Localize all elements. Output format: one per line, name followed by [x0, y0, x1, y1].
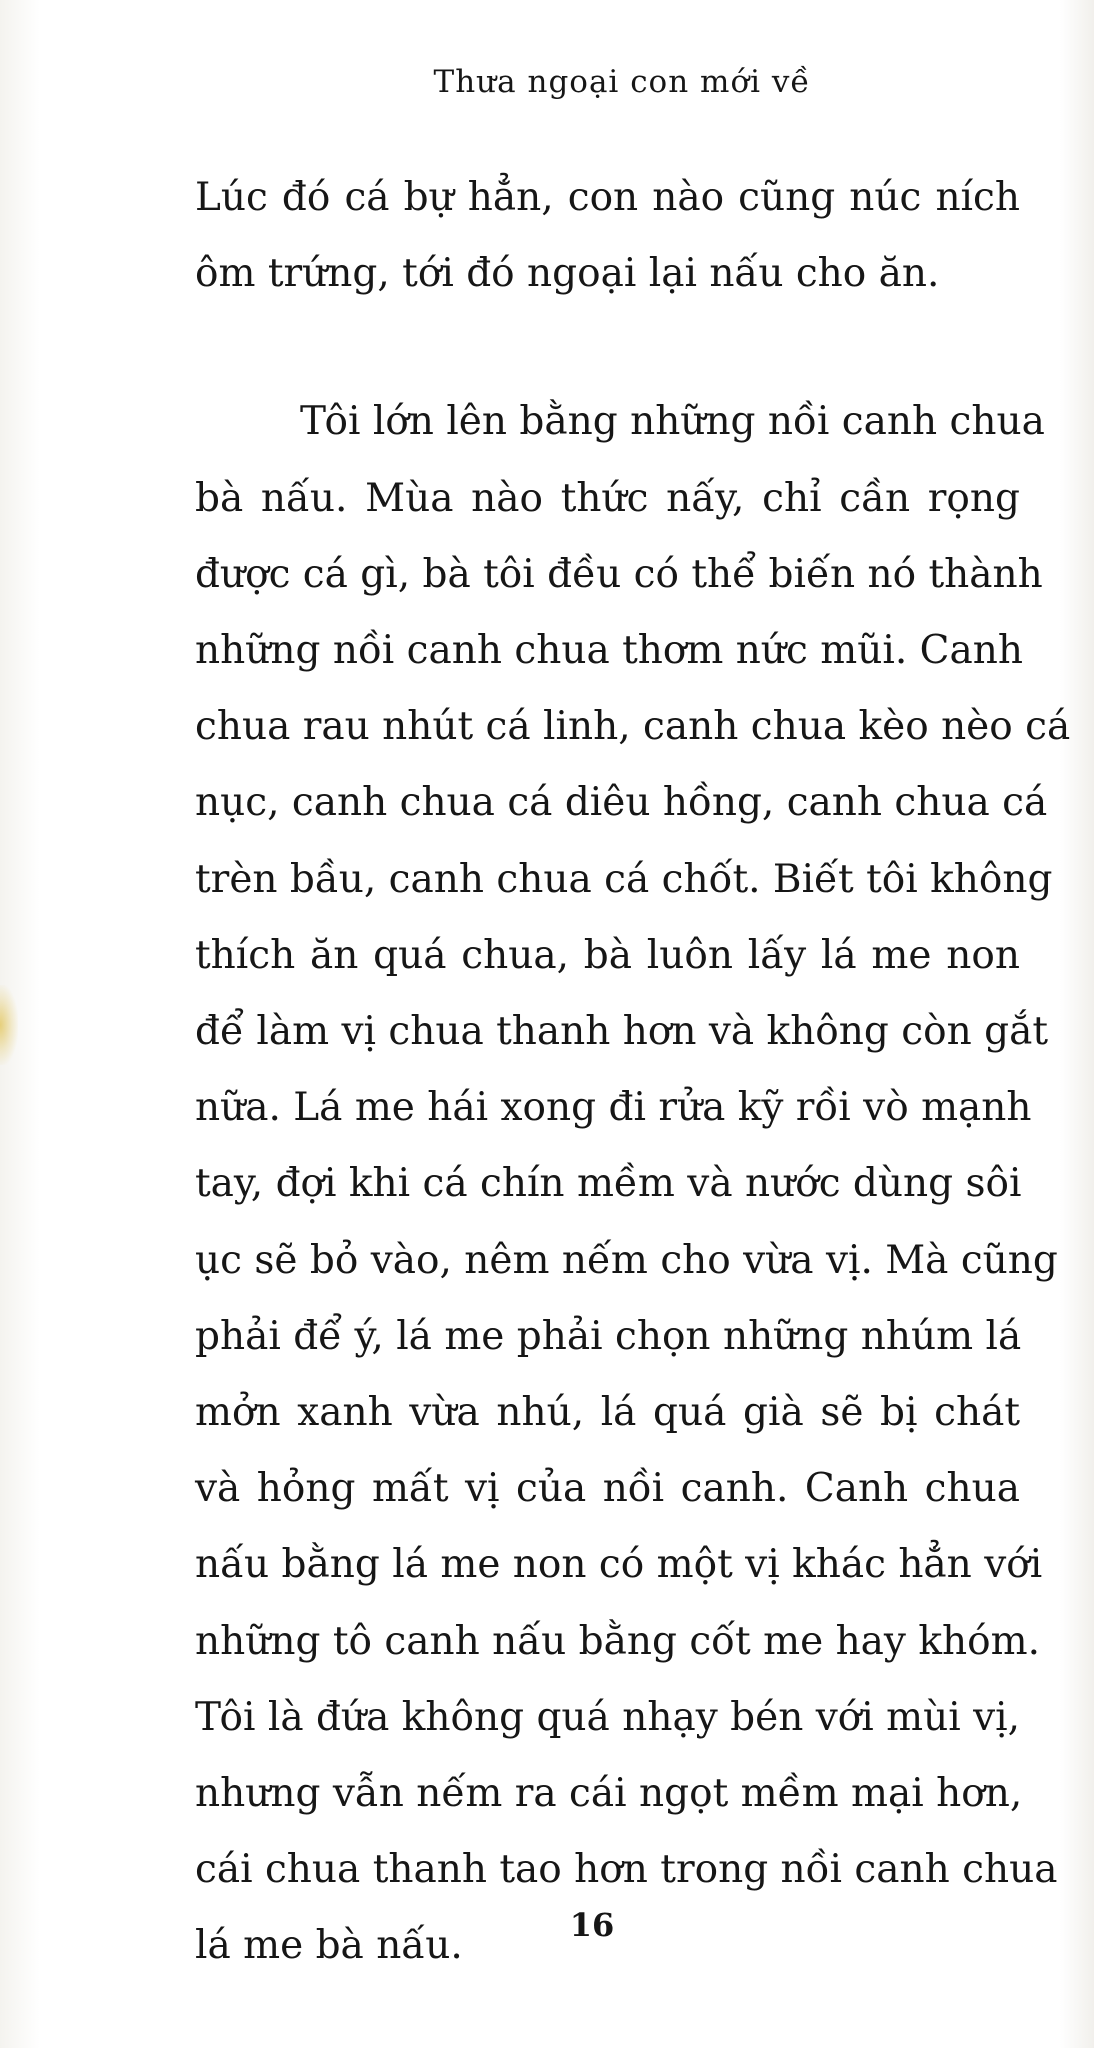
text-line: thích ăn quá chua, bà luôn lấy lá me non — [195, 932, 1020, 978]
text-line: ục sẽ bỏ vào, nêm nếm cho vừa vị. Mà cũng — [195, 1237, 1058, 1283]
text-line: lá me bà nấu. — [195, 1923, 463, 1969]
text-line: nhưng vẫn nếm ra cái ngọt mềm mại hơn, — [195, 1771, 1023, 1817]
text-line: chua rau nhút cá linh, canh chua kèo nèo cá — [195, 704, 1071, 750]
text-line: Tôi lớn lên bằng những nồi canh chua — [300, 399, 1045, 445]
text-line: Lúc đó cá bự hẳn, con nào cũng núc ních — [195, 175, 1020, 220]
page-number: 16 — [569, 1906, 615, 1944]
text-line: và hỏng mất vị của nồi canh. Canh chua — [195, 1466, 1020, 1512]
text-line: nục, canh chua cá diêu hồng, canh chua cá — [195, 780, 1048, 826]
page-edge-stain — [0, 985, 18, 1065]
text-line: trèn bầu, canh chua cá chốt. Biết tôi không — [195, 856, 1053, 902]
text-line: nấu bằng lá me non có một vị khác hẳn với — [195, 1542, 1043, 1588]
text-line: những nồi canh chua thơm nức mũi. Canh — [195, 628, 1023, 674]
paragraph-gap — [195, 312, 1020, 384]
text-line: Tôi là đứa không quá nhạy bén với mùi vị, — [195, 1694, 1020, 1740]
running-header: Thưa ngoại con mới về — [433, 64, 811, 100]
text-line: để làm vị chua thanh hơn và không còn gắt — [195, 1009, 1048, 1055]
text-line: bà nấu. Mùa nào thức nấy, chỉ cần rọng — [195, 475, 1020, 521]
text-line: tay, đợi khi cá chín mềm và nước dùng sôi — [195, 1161, 1022, 1207]
text-line: phải để ý, lá me phải chọn những nhúm lá — [195, 1313, 1022, 1359]
text-line: ôm trứng, tới đó ngoại lại nấu cho ăn. — [195, 251, 940, 297]
text-line: được cá gì, bà tôi đều có thể biến nó thành — [195, 551, 1043, 597]
text-line: nữa. Lá me hái xong đi rửa kỹ rồi vò mạnh — [195, 1085, 1032, 1131]
body-text — [195, 160, 1071, 1985]
text-line: những tô canh nấu bằng cốt me hay khóm. — [195, 1618, 1040, 1664]
text-line: cái chua thanh tao hơn trong nồi canh chua — [195, 1847, 1058, 1893]
text-line: mởn xanh vừa nhú, lá quá già sẽ bị chát — [195, 1390, 1020, 1436]
